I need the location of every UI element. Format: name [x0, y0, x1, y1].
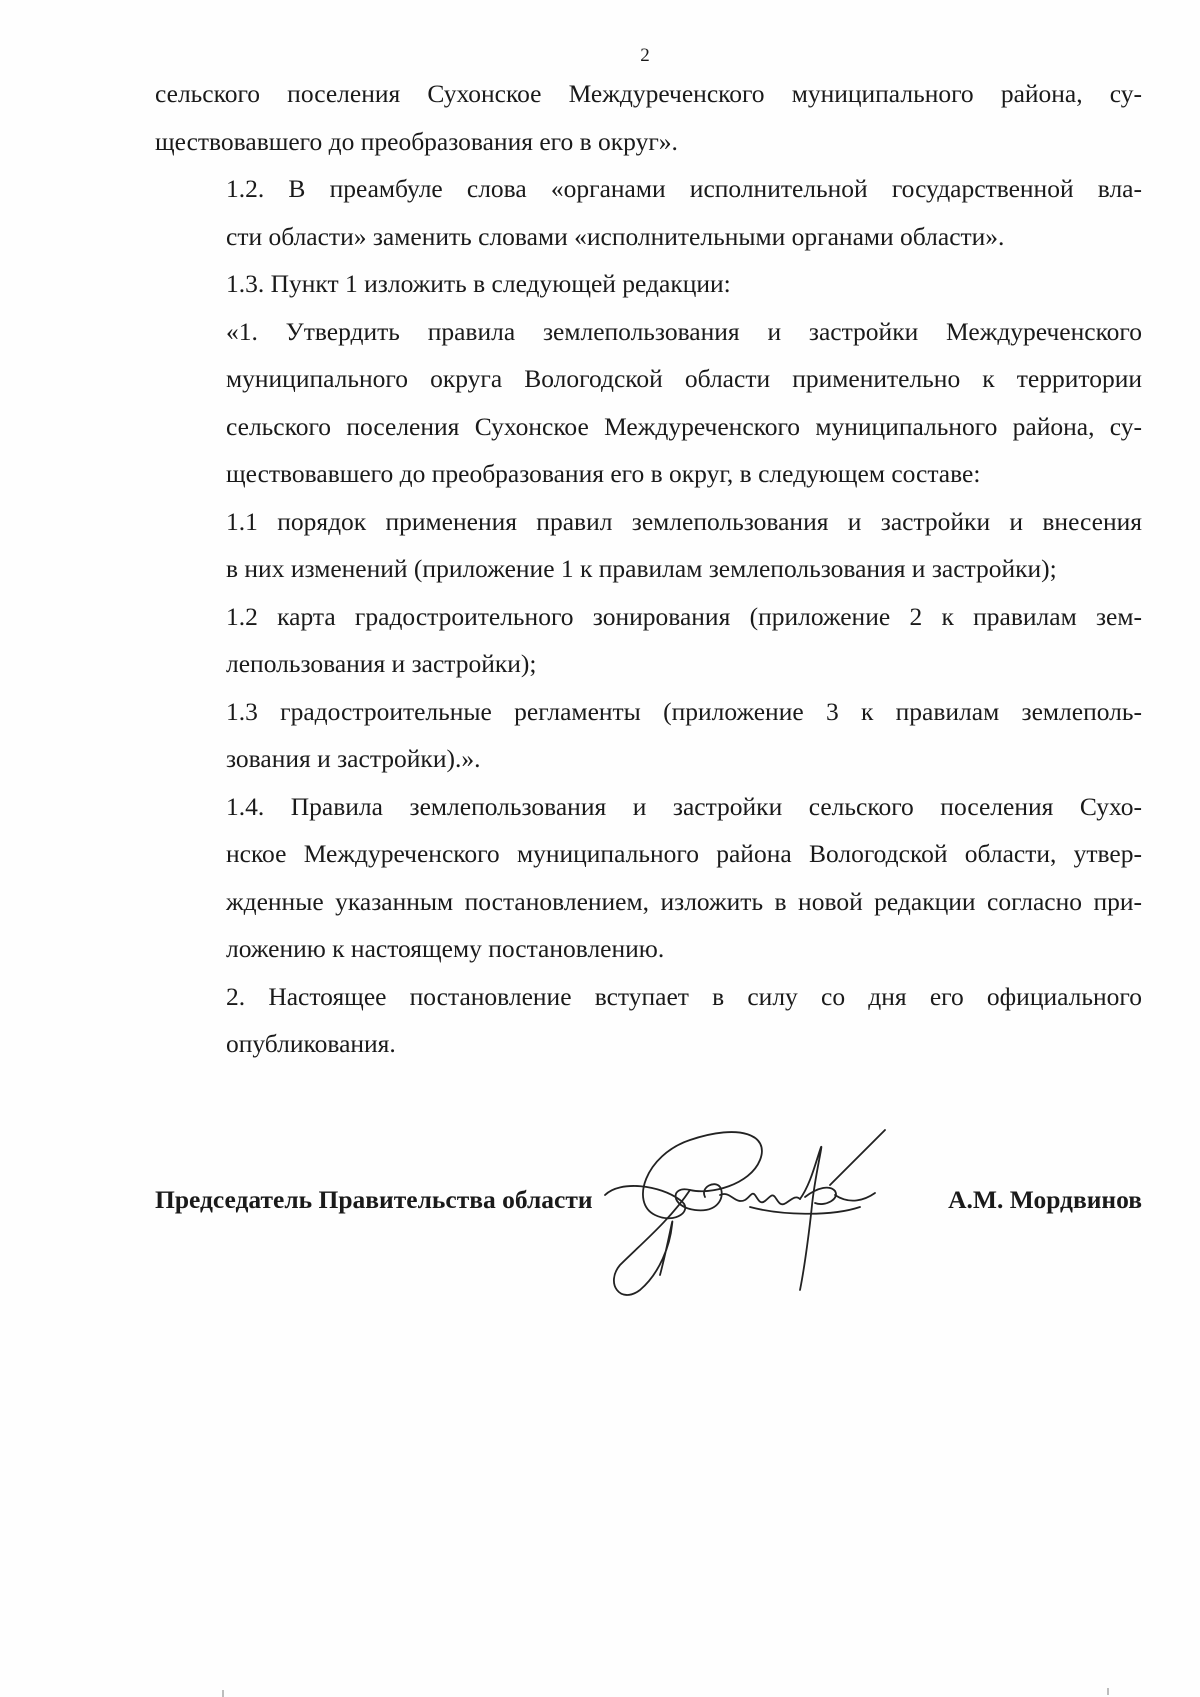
text-line: 1.4. Правила землепользования и застройки сельского поселения Сухо- — [226, 791, 1142, 821]
paragraph — [155, 688, 1142, 783]
text-line: сельского поселения Сухонское Междуреченского муниципального района, су- — [226, 411, 1142, 441]
text-line: ложению к настоящему постановлению. — [226, 934, 665, 963]
text-line: сти области» заменить словами «исполнительными органами области». — [226, 221, 1005, 251]
scan-speck — [222, 1690, 224, 1697]
text-line: 1.3. Пункт 1 изложить в следующей редакции: — [226, 269, 731, 298]
paragraph — [155, 165, 1142, 260]
paragraph — [155, 593, 1142, 688]
paragraph — [155, 260, 1142, 308]
scan-speck — [1107, 1688, 1109, 1695]
text-line: 1.2 карта градостроительного зонирования (приложение 2 к правилам зем- — [226, 601, 1142, 631]
text-line: муниципального округа Вологодской области применительно к территории — [226, 364, 1142, 393]
text-line: 2. Настоящее постановление вступает в силу со дня его официального — [226, 981, 1142, 1011]
text-line: «1. Утвердить правила землепользования и застройки Междуреченского — [226, 316, 1142, 346]
text-line: лепользования и застройки); — [226, 649, 537, 678]
text-line: ществовавшего до преобразования его в округ». — [155, 126, 678, 156]
text-line: ществовавшего до преобразования его в округ, в следующем составе: — [226, 459, 981, 488]
signatory-title: Председатель Правительства области — [155, 1185, 593, 1214]
text-line: 1.1 порядок применения правил землепользования и застройки и внесения — [226, 506, 1142, 536]
document-body — [155, 70, 1142, 1068]
paragraph — [155, 783, 1142, 973]
text-line: опубликования. — [226, 1029, 396, 1058]
text-line: сельского поселения Сухонское Междуреченского муниципального района, су- — [155, 79, 1142, 108]
text-line: 1.2. В преамбуле слова «органами исполнительной государственной вла- — [226, 174, 1142, 203]
paragraph — [155, 498, 1142, 593]
signature-block — [155, 1180, 1142, 1220]
paragraph — [155, 308, 1142, 498]
page-number: 2 — [640, 45, 650, 66]
text-line: жденные указанным постановлением, изложить в новой редакции согласно при- — [226, 886, 1142, 916]
paragraph — [155, 70, 1142, 165]
text-line: 1.3 градостроительные регламенты (приложение 3 к правилам землеполь- — [226, 696, 1142, 726]
text-line: нское Междуреченского муниципального района Вологодской области, утвер- — [226, 839, 1142, 868]
signatory-name: А.М. Мордвинов — [948, 1185, 1142, 1214]
text-line: зования и застройки).». — [226, 744, 481, 773]
paragraph — [155, 973, 1142, 1068]
text-line: в них изменений (приложение 1 к правилам землепользования и застройки); — [226, 554, 1057, 583]
